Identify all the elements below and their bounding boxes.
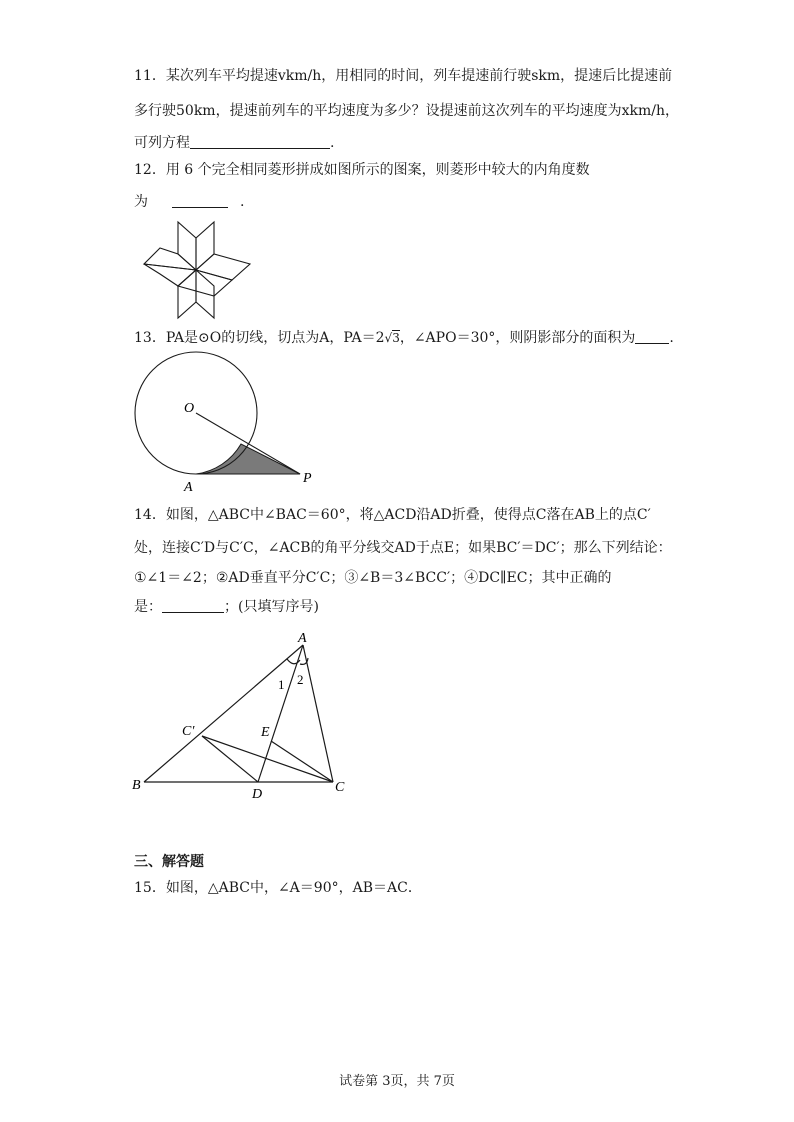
q13-answer-blank[interactable] — [635, 329, 669, 344]
shaded-region — [196, 444, 300, 474]
label-a: A — [298, 631, 307, 646]
label-p: P — [303, 471, 312, 486]
segment-ad — [258, 645, 303, 782]
q13-text-suffix: . — [669, 330, 674, 346]
label-b: B — [132, 778, 141, 793]
q11-line1: 11．某次列车平均提速vkm/h，用相同的时间，列车提速前行驶skm，提速后比提速前 — [134, 68, 673, 84]
q12-line2-suffix: . — [240, 194, 245, 210]
page-footer: 试卷第 3页，共 7页 — [339, 1074, 455, 1089]
q14-answer-blank[interactable] — [162, 598, 224, 613]
label-a: A — [184, 480, 193, 495]
label-o: O — [184, 401, 195, 416]
q15-text: 15．如图，△ABC中，∠A＝90°，AB＝AC． — [134, 880, 422, 896]
rhombus-2 — [196, 222, 214, 270]
q11-line3-suffix: . — [330, 135, 335, 151]
q14-line4-prefix: 是： — [134, 599, 162, 615]
q13-sqrt-value: 3 — [392, 331, 400, 345]
rhombus-7 — [178, 270, 196, 318]
sqrt-icon: √ — [384, 331, 393, 345]
rhombus-4 — [178, 270, 232, 296]
q14-line3: ①∠1＝∠2；②AD垂直平分C′C；③∠B＝3∠BCC′；④DC∥EC；其中正确的 — [134, 570, 612, 586]
q11-line3-prefix: 可列方程 — [134, 135, 190, 151]
label-angle-1: 1 — [278, 677, 285, 692]
q12-line1: 12．用 6 个完全相同菱形拼成如图所示的图案，则菱形中较大的内角度数 — [134, 162, 590, 178]
segment-cpc — [202, 736, 333, 782]
label-angle-2: 2 — [297, 672, 304, 687]
q11-line2: 多行驶50km，提速前列车的平均速度为多少？设提速前这次列车的平均速度为xkm/h， — [134, 103, 679, 119]
side-ac — [303, 645, 333, 782]
tangent-circle-figure — [130, 355, 320, 495]
q13-text — [134, 328, 674, 348]
q14-line4 — [134, 597, 319, 617]
rhombus-1 — [178, 222, 196, 270]
segment-cpd — [202, 736, 258, 782]
label-e: E — [261, 725, 270, 740]
q14-line2: 处，连接C′D与C′C，∠ACB的角平分线交AD于点E；如果BC′＝DC′；那么下列结论： — [134, 540, 672, 556]
q12-line2 — [134, 192, 244, 212]
q13-text-mid: ，∠APO＝30°，则阴影部分的面积为 — [399, 330, 636, 346]
label-cprime: C′ — [182, 724, 195, 739]
q14-line4-suffix: ；(只填写序号) — [224, 599, 319, 615]
side-ab — [144, 645, 303, 782]
rhombus-3 — [196, 254, 250, 280]
q11-answer-blank[interactable] — [190, 134, 330, 149]
rhombus-star-figure — [140, 222, 260, 318]
q11-line3 — [134, 133, 334, 153]
q13-text-prefix: 13．PA是⊙O的切线，切点为A，PA＝2 — [134, 330, 385, 346]
segment-ce — [271, 741, 333, 782]
q12-answer-blank[interactable] — [172, 193, 228, 208]
q12-line2-prefix: 为 — [134, 194, 148, 210]
label-d: D — [252, 787, 263, 802]
section-3-title: 三、解答题 — [134, 854, 204, 870]
label-c: C — [335, 780, 345, 795]
triangle-fold-figure — [128, 628, 358, 800]
q14-line1: 14．如图，△ABC中∠BAC＝60°，将△ACD沿AD折叠，使得点C落在AB上的点C′ — [134, 507, 651, 523]
rhombus-6 — [144, 248, 196, 270]
